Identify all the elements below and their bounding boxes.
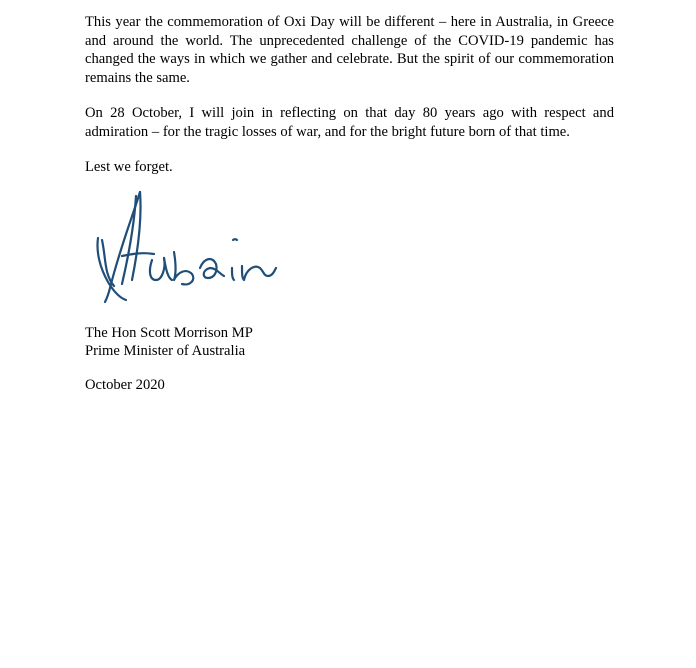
signatory-block [85,325,485,360]
closing-line: Lest we forget. [85,159,173,175]
handwritten-signature [92,188,278,308]
paragraph-2: On 28 October, I will join in reflecting on that day 80 years ago with respect and admiration – for the tragic losses of war, and for the bright future born of that time. [85,105,614,140]
letter-date: October 2020 [85,377,165,393]
paragraph-1: This year the commemoration of Oxi Day will be different – here in Australia, in Greece and around the world. The unprecedented challenge of the COVID-19 pandemic has changed the ways in which we gather and celebrate. But the spirit of our commemoration remains the same. [85,14,614,86]
signatory-title: Prime Minister of Australia [85,342,246,359]
letter-body [85,13,614,177]
signatory-name: The Hon Scott Morrison MP [85,325,253,341]
